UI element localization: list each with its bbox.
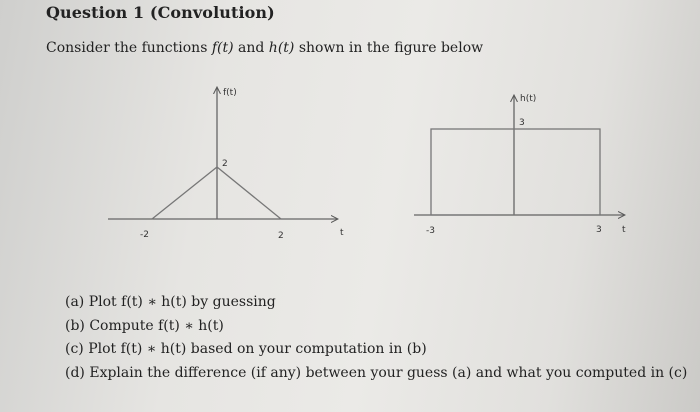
part-text: Plot f(t) ∗ h(t) by guessing [88, 294, 276, 310]
f-tick-right: 2 [278, 231, 284, 241]
f-tick-left: -2 [140, 230, 149, 240]
f-triangle-left-edge [152, 167, 217, 219]
part-b [65, 315, 687, 339]
intro-text-mid: and [233, 40, 269, 56]
f-plot [108, 88, 344, 241]
f-x-label: t [340, 228, 344, 238]
part-letter: (c) [65, 341, 84, 357]
part-text: Compute f(t) ∗ h(t) [89, 317, 224, 334]
intro-text-before: Consider the functions [46, 40, 212, 56]
f-peak-label: 2 [222, 159, 228, 169]
h-rectangle [431, 129, 600, 215]
part-a [65, 291, 687, 315]
intro-text-after: shown in the figure below [294, 40, 484, 56]
question-title: Question 1 (Convolution) [46, 3, 275, 22]
f-symbol: f(t) [211, 40, 234, 56]
part-text: Explain the difference (if any) between your guess (a) and what you computed in (c) [89, 364, 688, 381]
h-x-label: t [622, 225, 626, 235]
h-symbol: h(t) [268, 40, 295, 56]
f-triangle-right-edge [217, 167, 281, 219]
part-letter: (b) [65, 317, 85, 334]
h-y-label: h(t) [520, 94, 537, 104]
part-text: Plot f(t) ∗ h(t) based on your computation in (b) [88, 341, 427, 357]
question-parts [65, 291, 687, 385]
f-y-label: f(t) [223, 88, 237, 98]
part-d [65, 362, 687, 386]
part-letter: (a) [65, 294, 85, 310]
part-c [65, 338, 687, 362]
h-height-label: 3 [519, 118, 525, 128]
h-plot [414, 94, 626, 236]
h-tick-right: 3 [596, 225, 602, 235]
h-tick-left: -3 [426, 226, 435, 236]
part-letter: (d) [65, 364, 85, 381]
